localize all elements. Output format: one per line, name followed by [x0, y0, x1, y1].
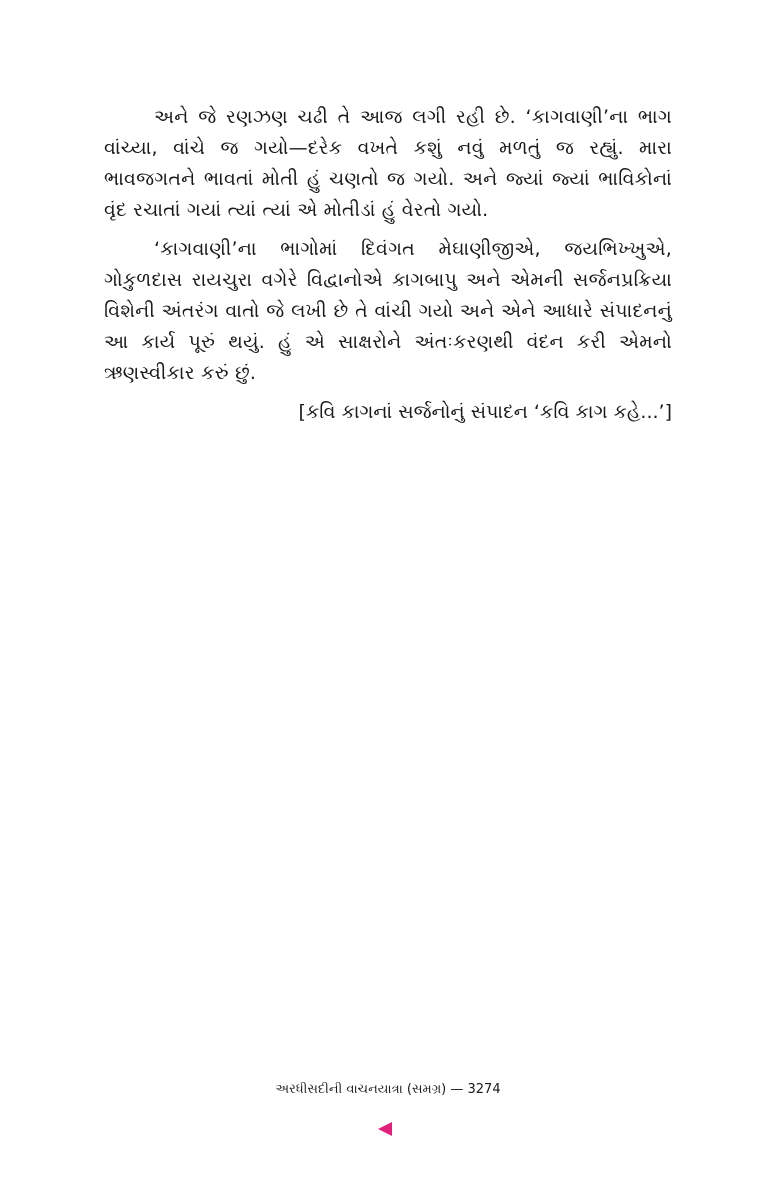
source-citation: [કવિ કાગનાં સર્જનોનું સંપાદન ‘કવિ કાગ કહે...’] [298, 401, 672, 423]
previous-page-arrow-icon[interactable] [378, 1122, 392, 1136]
paragraph-2: ‘કાગવાણી’ના ભાગોમાં દિવંગત મેઘાણીજીએ, જયભિખ્ખુએ, ગોકુળદાસ રાયચુરા વગેરે વિદ્વાનોએ કાગબાપુ અને એમની સર્જનપ્રક્રિયા વિશેની અંતરંગ વાતો જે લખી છે તે વાંચી ગયો અને એને આધારે સંપાદનનું આ કાર્ય પૂરું થયું. હું એ સાક્ષરોને અંતઃકરણથી વંદન કરી એમનો ઋણસ્વીકાર કરું છું. [104, 238, 672, 384]
body-text [104, 102, 672, 428]
paragraph-1: અને જે રણઝણ ચઢી તે આજ લગી રહી છે. ‘કાગવાણી’ના ભાગ વાંચ્યા, વાંચે જ ગયો—દરેક વખતે કશું નવું મળતું જ રહ્યું. મારા ભાવજગતને ભાવતાં મોતી હું ચણતો જ ગયો. અને જ્યાં જ્યાં ભાવિકોનાં વૃંદ રચાતાં ગયાં ત્યાં ત્યાં એ મોતીડાં હું વેરતો ગયો. [104, 106, 672, 221]
page-footer: અરધીસદીની વાચનયાત્રા (સમગ્ર) — 3274 [275, 1082, 501, 1097]
